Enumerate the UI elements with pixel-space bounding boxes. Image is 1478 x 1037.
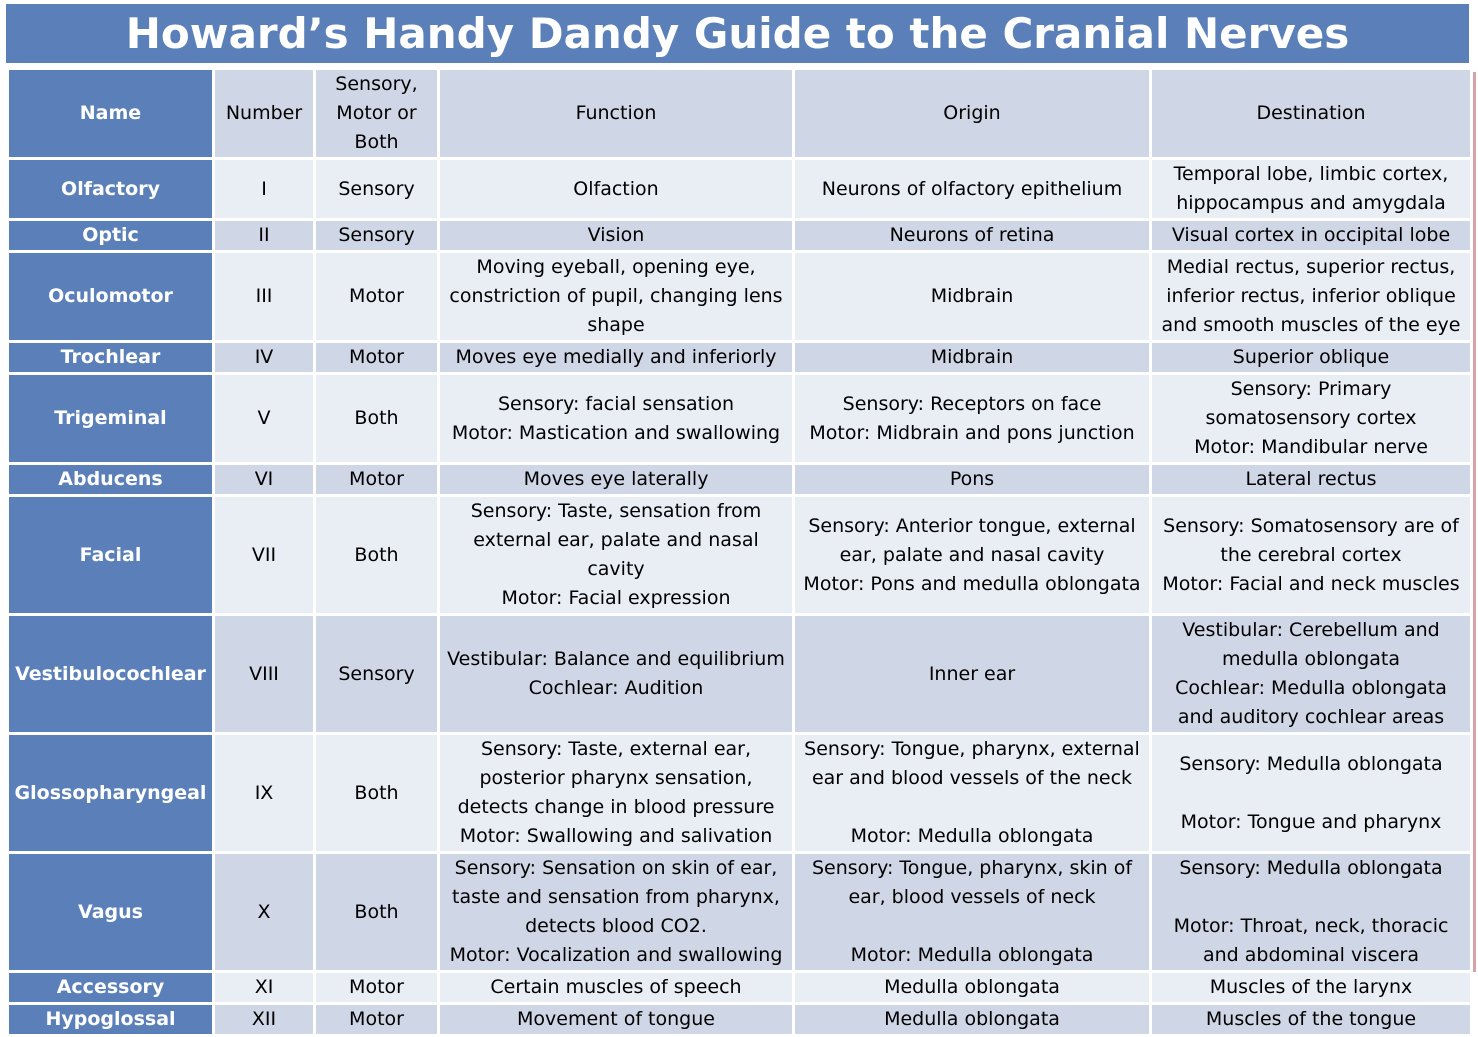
page-title: Howard’s Handy Dandy Guide to the Cranial Nerves	[6, 4, 1469, 63]
nerve-origin: Sensory: Anterior tongue, external ear, palate and nasal cavity Motor: Pons and medulla oblongata	[794, 496, 1151, 615]
nerve-function: Moves eye laterally	[439, 464, 794, 496]
nerve-type: Sensory	[315, 159, 439, 220]
nerve-number: IV	[214, 342, 315, 374]
nerve-destination: Lateral rectus	[1151, 464, 1472, 496]
nerve-function: Vestibular: Balance and equilibrium Cochlear: Audition	[439, 615, 794, 734]
nerve-number: V	[214, 374, 315, 464]
nerve-number: XII	[214, 1004, 315, 1036]
nerve-destination: Sensory: Medulla oblongata Motor: Tongue and pharynx	[1151, 734, 1472, 853]
nerve-origin: Medulla oblongata	[794, 972, 1151, 1004]
table-row	[8, 972, 1472, 1004]
nerve-destination: Muscles of the tongue	[1151, 1004, 1472, 1036]
nerve-function: Sensory: facial sensation Motor: Mastication and swallowing	[439, 374, 794, 464]
table-row	[8, 496, 1472, 615]
nerve-number: XI	[214, 972, 315, 1004]
nerve-origin: Medulla oblongata	[794, 1004, 1151, 1036]
nerve-number: I	[214, 159, 315, 220]
nerve-origin: Sensory: Tongue, pharynx, external ear and blood vessels of the neck Motor: Medulla oblongata	[794, 734, 1151, 853]
nerve-destination: Sensory: Medulla oblongata Motor: Throat, neck, thoracic and abdominal viscera	[1151, 853, 1472, 972]
nerve-type: Sensory	[315, 220, 439, 252]
nerve-destination: Muscles of the larynx	[1151, 972, 1472, 1004]
nerve-origin: Midbrain	[794, 252, 1151, 342]
nerve-type: Motor	[315, 342, 439, 374]
nerve-type: Both	[315, 853, 439, 972]
table-row	[8, 1004, 1472, 1036]
nerve-name: Hypoglossal	[8, 1004, 214, 1036]
nerve-type: Sensory	[315, 615, 439, 734]
nerve-destination: Vestibular: Cerebellum and medulla oblongata Cochlear: Medulla oblongata and auditory cochlear areas	[1151, 615, 1472, 734]
header-number: Number	[214, 69, 315, 159]
nerve-name: Oculomotor	[8, 252, 214, 342]
nerve-number: VII	[214, 496, 315, 615]
nerve-function: Certain muscles of speech	[439, 972, 794, 1004]
header-row	[8, 69, 1472, 159]
nerve-origin: Pons	[794, 464, 1151, 496]
nerve-destination: Sensory: Primary somatosensory cortex Motor: Mandibular nerve	[1151, 374, 1472, 464]
header-destination: Destination	[1151, 69, 1472, 159]
nerve-type: Motor	[315, 464, 439, 496]
nerve-function: Vision	[439, 220, 794, 252]
nerve-function: Sensory: Taste, external ear, posterior pharynx sensation, detects change in blood pressure Motor: Swallowing and salivation	[439, 734, 794, 853]
table-row	[8, 342, 1472, 374]
nerve-type: Motor	[315, 252, 439, 342]
nerve-destination: Medial rectus, superior rectus, inferior rectus, inferior oblique and smooth muscles of the eye	[1151, 252, 1472, 342]
nerve-origin: Neurons of olfactory epithelium	[794, 159, 1151, 220]
nerve-number: IX	[214, 734, 315, 853]
table-row	[8, 374, 1472, 464]
nerve-name: Vagus	[8, 853, 214, 972]
table-row	[8, 464, 1472, 496]
nerve-name: Glossopharyngeal	[8, 734, 214, 853]
nerve-type: Both	[315, 374, 439, 464]
nerve-function: Sensory: Taste, sensation from external ear, palate and nasal cavity Motor: Facial expression	[439, 496, 794, 615]
header-origin: Origin	[794, 69, 1151, 159]
nerve-function: Sensory: Sensation on skin of ear, taste and sensation from pharynx, detects blood CO2. Motor: Vocalization and swallowing	[439, 853, 794, 972]
nerve-function: Movement of tongue	[439, 1004, 794, 1036]
nerve-destination: Superior oblique	[1151, 342, 1472, 374]
nerve-destination: Visual cortex in occipital lobe	[1151, 220, 1472, 252]
nerve-type: Motor	[315, 1004, 439, 1036]
table-row	[8, 220, 1472, 252]
nerve-name: Optic	[8, 220, 214, 252]
nerve-type: Motor	[315, 972, 439, 1004]
nerve-name: Facial	[8, 496, 214, 615]
nerve-name: Olfactory	[8, 159, 214, 220]
nerve-origin: Midbrain	[794, 342, 1151, 374]
nerve-name: Trigeminal	[8, 374, 214, 464]
nerve-name: Vestibulocochlear	[8, 615, 214, 734]
table-row	[8, 853, 1472, 972]
header-name: Name	[8, 69, 214, 159]
header-function: Function	[439, 69, 794, 159]
nerve-number: X	[214, 853, 315, 972]
nerve-name: Trochlear	[8, 342, 214, 374]
nerve-origin: Sensory: Receptors on face Motor: Midbrain and pons junction	[794, 374, 1151, 464]
nerve-name: Accessory	[8, 972, 214, 1004]
nerve-function: Moves eye medially and inferiorly	[439, 342, 794, 374]
table-row	[8, 734, 1472, 853]
nerve-function: Moving eyeball, opening eye, constriction of pupil, changing lens shape	[439, 252, 794, 342]
table-row	[8, 252, 1472, 342]
nerve-function: Olfaction	[439, 159, 794, 220]
cranial-nerves-table	[6, 67, 1473, 1037]
nerve-destination: Temporal lobe, limbic cortex, hippocampus and amygdala	[1151, 159, 1472, 220]
nerve-type: Both	[315, 496, 439, 615]
nerve-name: Abducens	[8, 464, 214, 496]
nerve-number: II	[214, 220, 315, 252]
table-row	[8, 615, 1472, 734]
header-type: Sensory, Motor or Both	[315, 69, 439, 159]
table-row	[8, 159, 1472, 220]
nerve-origin: Inner ear	[794, 615, 1151, 734]
edge-divider	[1473, 72, 1476, 972]
nerve-type: Both	[315, 734, 439, 853]
nerve-origin: Neurons of retina	[794, 220, 1151, 252]
nerve-number: VI	[214, 464, 315, 496]
nerve-number: III	[214, 252, 315, 342]
nerve-destination: Sensory: Somatosensory are of the cerebral cortex Motor: Facial and neck muscles	[1151, 496, 1472, 615]
nerve-number: VIII	[214, 615, 315, 734]
nerve-origin: Sensory: Tongue, pharynx, skin of ear, blood vessels of neck Motor: Medulla oblongata	[794, 853, 1151, 972]
